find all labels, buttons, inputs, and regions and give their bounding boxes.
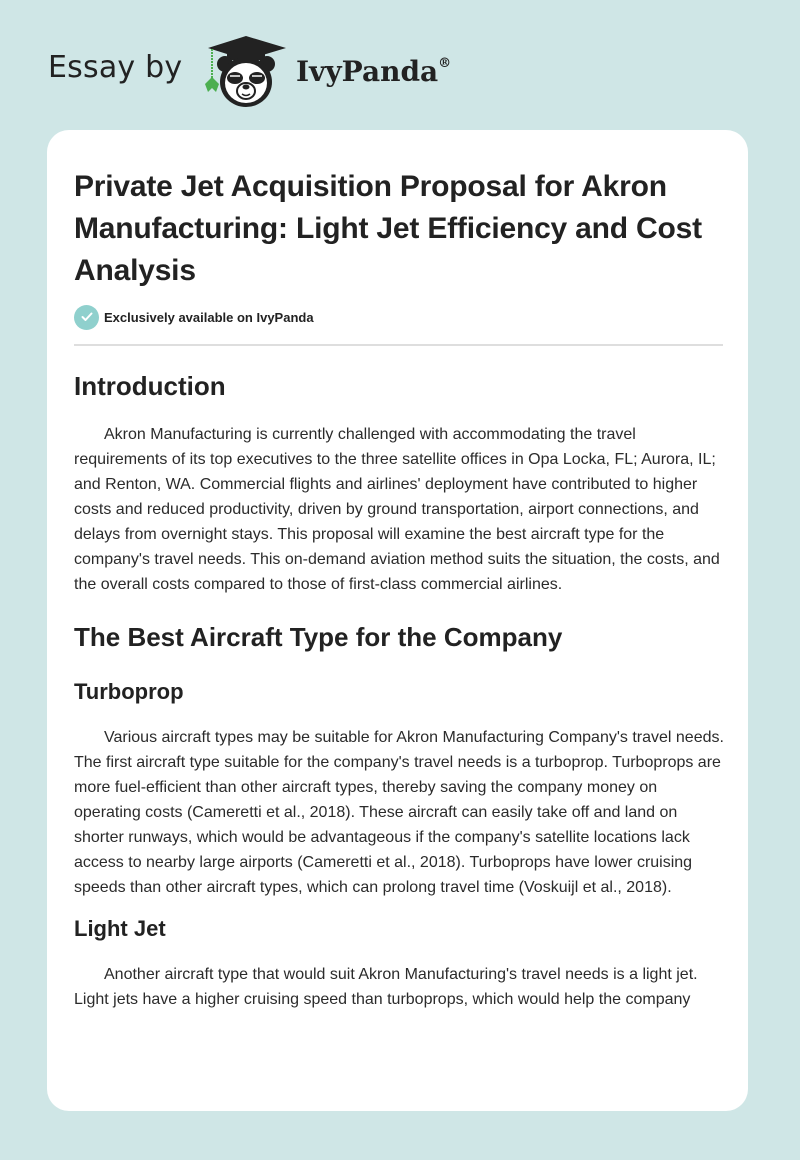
exclusive-badge <box>74 304 722 330</box>
registered-mark: ® <box>438 55 452 71</box>
article-title: Private Jet Acquisition Proposal for Akron Manufacturing: Light Jet Efficiency and Cost Analysis <box>74 170 702 287</box>
essay-by-label: Essay by <box>48 50 183 85</box>
panda-graduation-cap-icon[interactable] <box>200 34 292 110</box>
article-card <box>47 130 748 1111</box>
section-heading-introduction: Introduction <box>74 371 226 401</box>
site-header <box>0 0 800 130</box>
check-circle-icon <box>74 305 99 330</box>
paragraph-light-jet: Another aircraft type that would suit Akron Manufacturing's travel needs is a light jet. Light jets have a higher cruising speed than turboprops, which would help the company <box>74 966 698 1008</box>
section-heading-best-aircraft: The Best Aircraft Type for the Company <box>74 622 563 652</box>
exclusive-text: Exclusively available on IvyPanda <box>104 309 314 325</box>
paragraph-turboprop: Various aircraft types may be suitable for Akron Manufacturing Company's travel needs. The first aircraft type suitable for the company's travel needs is a turboprop. Turboprops are more fuel-efficient than other aircraft types, thereby saving the company money on operating costs (Cameretti et al., 2018). These aircraft can easily take off and land on shorter runways, which would be advantageous if the company's satellite locations lack access to nearby large airports (Cameretti et al., 2018). Turboprops have lower cruising speeds than other aircraft types, which can prolong travel time (Voskuijl et al., 2018). <box>74 729 724 896</box>
paragraph-introduction: Akron Manufacturing is currently challenged with accommodating the travel requirements of its top executives to the three satellite offices in Opa Locka, FL; Aurora, IL; and Renton, WA. Commercial flights and airlines' deployment have contributed to higher costs and reduced productivity, driven by ground transportation, airport connections, and delays from overnight stays. This proposal will examine the best aircraft type for the company's travel needs. This on-demand aviation method suits the situation, the costs, and the overall costs compared to those of first-class commercial airlines. <box>74 426 720 593</box>
subsection-heading-light-jet: Light Jet <box>74 916 166 941</box>
title-divider <box>74 344 723 346</box>
subsection-heading-turboprop: Turboprop <box>74 679 184 704</box>
brand-name: IvyPanda <box>296 55 439 88</box>
brand-logo-text[interactable] <box>296 55 451 88</box>
